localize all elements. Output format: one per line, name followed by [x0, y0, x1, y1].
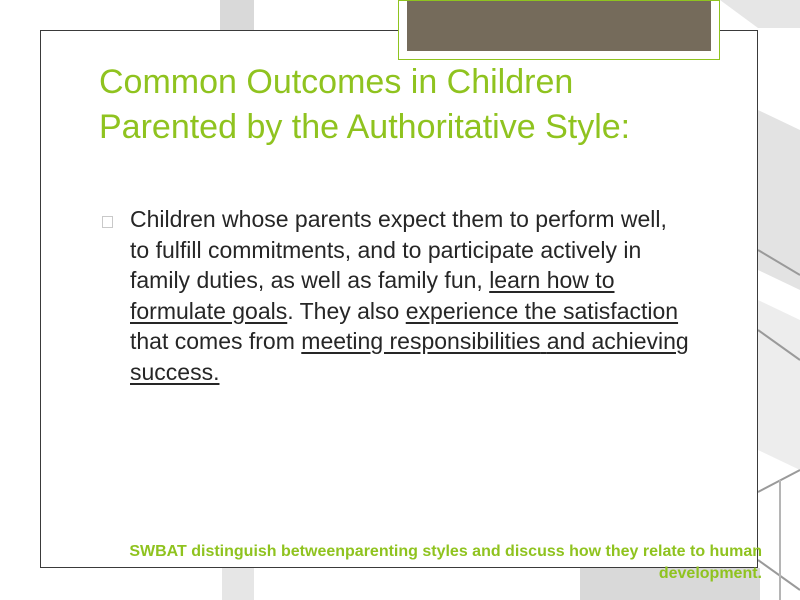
- title-accent-block: [398, 0, 720, 60]
- underlined-achieving-success: and achieving success.: [130, 328, 689, 385]
- decor-right-facet-2: [758, 300, 800, 470]
- slide-title: Common Outcomes in Children Parented by the Authoritative Style:: [99, 63, 631, 146]
- bullet-marker-icon: [102, 216, 113, 228]
- bullet-text-part-2: . They also: [287, 297, 406, 324]
- underlined-meeting-responsibilities: meeting responsibilities: [301, 328, 541, 354]
- bullet-text-part-3: that comes from: [130, 328, 302, 354]
- bullet-list: [102, 204, 692, 387]
- underlined-formulate-goals: learn how to formulate goals: [130, 267, 615, 324]
- decor-top-right-facet: [720, 0, 800, 28]
- title-accent-fill: [407, 1, 711, 51]
- bullet-item: [102, 204, 692, 387]
- decor-top-left-bar: [220, 0, 254, 30]
- footer-objective: SWBAT distinguish betweenparenting styles and discuss how they relate to human development.: [129, 543, 762, 582]
- underlined-experience-satisfaction: experience the satisfaction: [405, 297, 679, 324]
- bullet-text: [130, 204, 690, 387]
- bullet-text-part-1: Children whose parents expect them to perform well, to fulfill commitments, and to participate actively in family duties, as well as family fun,: [130, 206, 667, 293]
